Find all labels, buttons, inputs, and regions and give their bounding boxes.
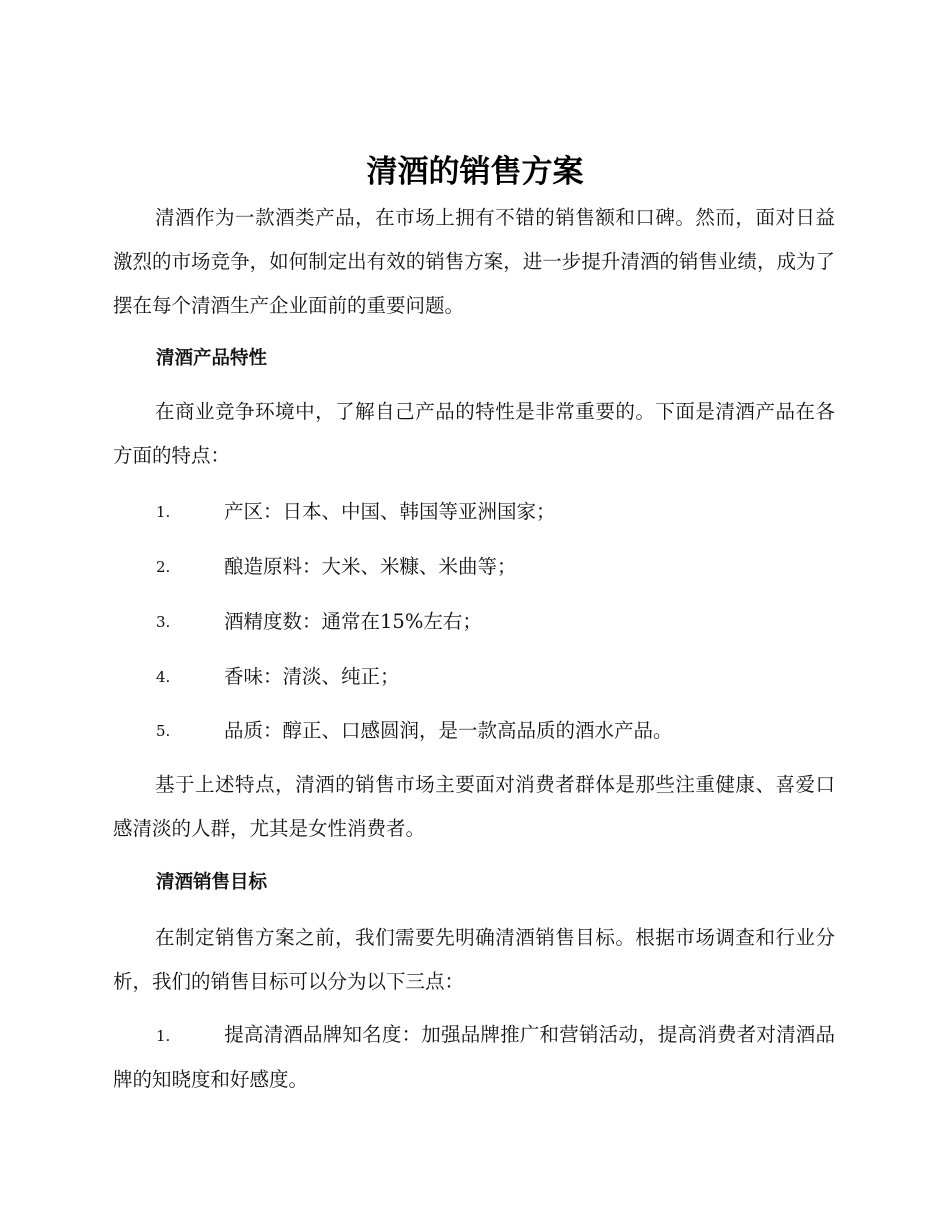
list-item-number: 2.: [156, 558, 171, 576]
section2-lead-paragraph: 在制定销售方案之前，我们需要先明确清酒销售目标。根据市场调查和行业分析，我们的销售目标可以分为以下三点：: [113, 926, 835, 993]
section-heading-sales-goals: 清酒销售目标: [156, 872, 268, 893]
list-item-number: 4.: [156, 668, 171, 686]
intro-paragraph: 清酒作为一款酒类产品，在市场上拥有不错的销售额和口碑。然而，面对日益激烈的市场竞争，如何制定出有效的销售方案，进一步提升清酒的销售业绩，成为了摆在每个清酒生产企业面前的重要问题。: [113, 206, 835, 317]
list-item-text: 品质：醇正、口感圆润，是一款高品质的酒水产品。: [224, 719, 673, 742]
section1-summary-paragraph: 基于上述特点，清酒的销售市场主要面对消费者群体是那些注重健康、喜爱口感清淡的人群，尤其是女性消费者。: [113, 773, 835, 840]
section1-lead-paragraph: 在商业竞争环境中，了解自己产品的特性是非常重要的。下面是清酒产品在各方面的特点：: [113, 400, 835, 467]
list-item: [113, 1013, 835, 1102]
list-item-text: 香味：清淡、纯正；: [224, 665, 400, 688]
section-heading-product-features: 清酒产品特性: [156, 348, 268, 369]
list-item-number: 1.: [156, 1027, 171, 1045]
list-item-number: 3.: [156, 613, 171, 631]
document-title: 清酒的销售方案: [366, 154, 584, 190]
list-item-text: 酿造原料：大米、米糠、米曲等；: [224, 555, 517, 578]
list-item-number: 1.: [156, 503, 171, 521]
list-item-number: 5.: [156, 722, 171, 740]
list-item-text: 酒精度数：通常在15%左右；: [224, 610, 482, 633]
list-item-text: 提高清酒品牌知名度：加强品牌推广和营销活动，提高消费者对清酒品牌的知晓度和好感度。: [113, 1023, 835, 1091]
list-item-text: 产区：日本、中国、韩国等亚洲国家；: [224, 500, 556, 523]
